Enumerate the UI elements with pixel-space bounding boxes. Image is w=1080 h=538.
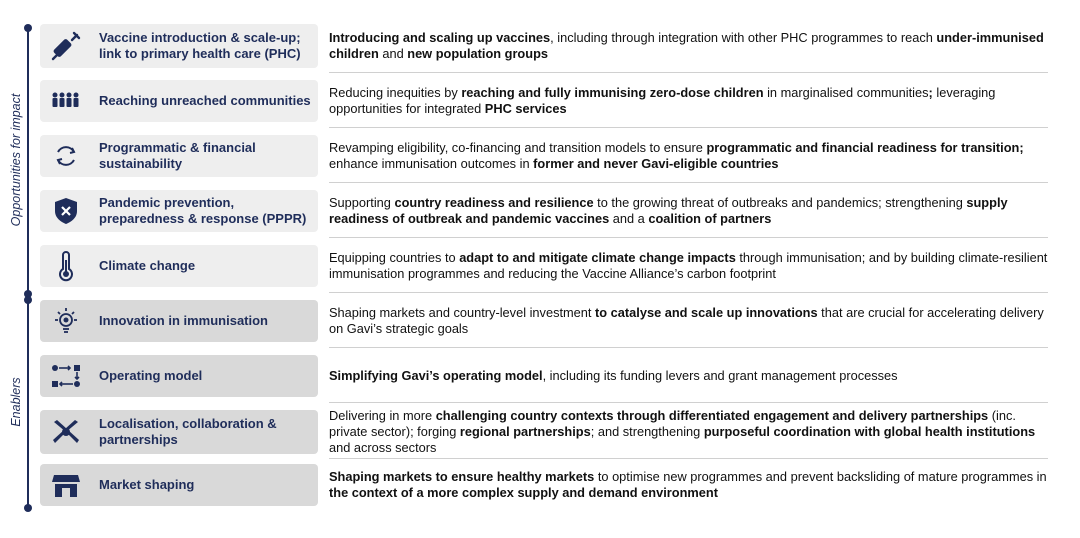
enablers-rail-top-dot: [24, 296, 32, 304]
description-segment: ; and strengthening: [590, 424, 704, 439]
row-divider: [329, 72, 1048, 73]
description-segment: reaching and fully immunising zero-dose children: [461, 85, 764, 100]
enablers-rail-line: [27, 300, 29, 507]
row-divider: [329, 292, 1048, 293]
row-innovation: [40, 300, 1048, 342]
impact-rail-top-dot: [24, 24, 32, 32]
description-segment: Shaping markets and country-level investment: [329, 305, 596, 320]
description-segment: to optimise new programmes and prevent backsliding of mature programmes in: [594, 469, 1047, 484]
row-description: [329, 30, 1048, 62]
row-vaccine-introduction: [40, 24, 1048, 68]
description-segment: country readiness and resilience: [394, 195, 594, 210]
row-divider: [329, 347, 1048, 348]
side-label-enablers: Enablers: [9, 377, 23, 427]
row-description: [329, 250, 1048, 282]
description-segment: new population groups: [407, 46, 549, 61]
description-segment: Shaping markets to ensure healthy markets: [329, 469, 595, 484]
row-description: [329, 469, 1048, 501]
description-segment: to the growing threat of outbreaks and pandemics; strengthening: [593, 195, 967, 210]
label-box: [40, 300, 318, 342]
label-box: [40, 80, 318, 122]
enablers-rail-bottom-dot: [24, 504, 32, 512]
description-segment: Supporting: [329, 195, 395, 210]
row-operating-model: [40, 355, 1048, 397]
description-segment: Revamping eligibility, co-financing and transition models to ensure: [329, 140, 707, 155]
row-label: Reaching unreached communities: [99, 93, 311, 108]
description-segment: in marginalised communities: [763, 85, 929, 100]
description-segment: to catalyse and scale up innovations: [595, 305, 818, 320]
row-description: [329, 408, 1048, 456]
description-segment: Reducing inequities by: [329, 85, 462, 100]
row-divider: [329, 182, 1048, 183]
label-box: [40, 355, 318, 397]
description-segment: Delivering in more: [329, 408, 436, 423]
lightbulb-icon: [48, 303, 84, 339]
collaboration-hands-icon: [48, 414, 84, 450]
description-segment: challenging country contexts through differentiated engagement and delivery partnerships: [435, 408, 989, 423]
description-segment: enhance immunisation outcomes in: [329, 156, 534, 171]
row-description: [329, 85, 1048, 117]
row-label: Vaccine introduction & scale-up; link to primary health care (PHC): [99, 30, 301, 61]
row-reaching-unreached: [40, 80, 1048, 122]
row-divider: [329, 127, 1048, 128]
impact-rail-line: [27, 28, 29, 293]
description-segment: (inc. private sector); forging: [329, 408, 1016, 439]
label-box: [40, 190, 318, 232]
label-box: [40, 24, 318, 68]
row-market-shaping: [40, 464, 1048, 506]
shield-virus-icon: [48, 193, 84, 229]
description-segment: programmatic and financial readiness for transition;: [706, 140, 1024, 155]
description-segment: leveraging opportunities for integrated: [329, 85, 996, 116]
description-segment: purposeful coordination with global health institutions: [703, 424, 1036, 439]
row-description: [329, 195, 1048, 227]
row-programmatic-sustainability: [40, 135, 1048, 177]
process-flow-icon: [48, 358, 84, 394]
row-label: Climate change: [99, 258, 196, 273]
row-description: [329, 305, 1048, 337]
row-divider: [329, 402, 1048, 403]
label-box: [40, 135, 318, 177]
label-box: [40, 464, 318, 506]
description-segment: through immunisation; and by building climate-resilient immunisation programmes and reducing the Vaccine Alliance’s carbon footprint: [329, 250, 1048, 281]
description-segment: and a: [609, 211, 649, 226]
market-stall-icon: [48, 467, 84, 503]
label-box: [40, 245, 318, 287]
description-segment: former and never Gavi-eligible countries: [533, 156, 779, 171]
description-segment: Equipping countries to: [329, 250, 460, 265]
thermometer-icon: [48, 248, 84, 284]
description-segment: Simplifying Gavi’s operating model: [329, 368, 543, 383]
description-segment: under-immunised children: [329, 30, 1044, 61]
row-label: Pandemic prevention, preparedness & response (PPPR): [99, 195, 307, 226]
description-segment: coalition of partners: [648, 211, 772, 226]
description-segment: adapt to and mitigate climate change impacts: [459, 250, 736, 265]
description-segment: the context of a more complex supply and demand environment: [329, 485, 718, 500]
syringe-icon: [48, 28, 84, 64]
row-label: Operating model: [99, 368, 203, 383]
row-divider: [329, 458, 1048, 459]
row-pandemic-prevention: [40, 190, 1048, 232]
description-segment: that are crucial for accelerating delivery on Gavi’s strategic goals: [329, 305, 1044, 336]
row-divider: [329, 237, 1048, 238]
description-segment: and: [378, 46, 408, 61]
row-localisation: [40, 410, 1048, 454]
row-label: Market shaping: [99, 477, 195, 492]
side-label-impact: Opportunities for impact: [9, 93, 23, 227]
description-segment: PHC services: [484, 101, 567, 116]
description-segment: ;: [928, 85, 933, 100]
description-segment: regional partnerships: [459, 424, 591, 439]
row-description: [329, 368, 1048, 384]
row-label: Innovation in immunisation: [99, 313, 268, 328]
description-segment: Introducing and scaling up vaccines: [329, 30, 551, 45]
description-segment: supply readiness of outbreak and pandemic vaccines: [329, 195, 1008, 226]
row-climate-change: [40, 245, 1048, 287]
description-segment: and across sectors: [329, 440, 437, 455]
row-label: Programmatic & financial sustainability: [99, 140, 256, 171]
cycle-arrows-icon: [48, 138, 84, 174]
people-group-icon: [48, 83, 84, 119]
row-description: [329, 140, 1048, 172]
description-segment: , including through integration with other PHC programmes to reach: [550, 30, 937, 45]
label-box: [40, 410, 318, 454]
row-label: Localisation, collaboration & partnerships: [99, 416, 277, 447]
description-segment: , including its funding levers and grant management processes: [542, 368, 898, 383]
